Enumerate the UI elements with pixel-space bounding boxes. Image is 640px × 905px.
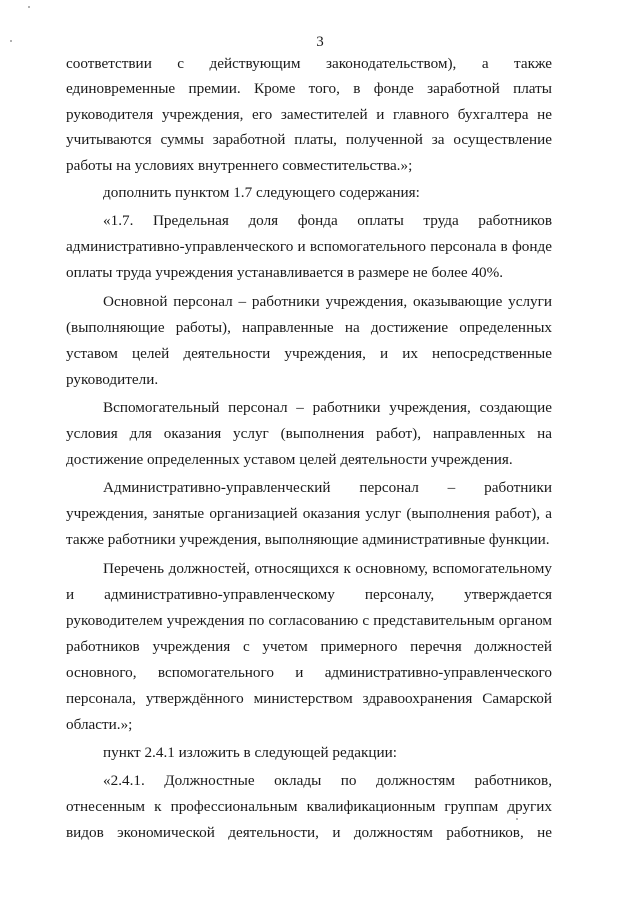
text-line: основного, вспомогательного и административно-управленческого bbox=[66, 664, 552, 681]
text-line: учитываются суммы заработной платы, полученной за осуществление bbox=[66, 131, 552, 148]
text-line: видов экономической деятельности, и должностям работников, не bbox=[66, 824, 552, 841]
text-line: учреждения, занятые организацией оказания услуг (выполнения работ), а bbox=[66, 505, 552, 522]
text-line: области.»; bbox=[66, 716, 133, 733]
text-line: пункт 2.4.1 изложить в следующей редакции: bbox=[103, 744, 397, 761]
text-line: Основной персонал – работники учреждения, оказывающие услуги bbox=[103, 293, 552, 310]
text-line: руководители. bbox=[66, 371, 159, 388]
text-line: работы на условиях внутреннего совместительства.»; bbox=[66, 157, 413, 174]
text-line: уставом целей деятельности учреждения, и их непосредственные bbox=[66, 345, 552, 362]
text-line: работников учреждения с учетом примерного перечня должностей bbox=[66, 638, 552, 655]
text-line: Перечень должностей, относящихся к основному, вспомогательному bbox=[103, 560, 552, 577]
text-line: оплаты труда учреждения устанавливается в размере не более 40%. bbox=[66, 264, 504, 281]
text-line: (выполняющие работы), направленные на достижение определенных bbox=[66, 319, 552, 336]
text-line: отнесенным к профессиональным квалификационным группам других bbox=[66, 798, 552, 815]
text-line: Вспомогательный персонал – работники учреждения, создающие bbox=[103, 399, 552, 416]
text-line: условия для оказания услуг (выполнения работ), направленных на bbox=[66, 425, 552, 442]
text-line: и административно-управленческому персоналу, утверждается bbox=[66, 586, 552, 603]
text-line: руководителем учреждения по согласованию с представительным органом bbox=[66, 612, 552, 629]
scan-speck bbox=[516, 818, 518, 820]
text-line: персонала, утверждённого министерством здравоохранения Самарской bbox=[66, 690, 552, 707]
text-line: Административно-управленческий персонал – работники bbox=[103, 479, 552, 496]
text-line: «1.7. Предельная доля фонда оплаты труда работников bbox=[103, 212, 552, 229]
text-line: единовременные премии. Кроме того, в фонде заработной платы bbox=[66, 80, 552, 97]
text-line: достижение определенных уставом целей деятельности учреждения. bbox=[66, 451, 513, 468]
text-line: также работники учреждения, выполняющие административные функции. bbox=[66, 531, 550, 548]
text-line: руководителя учреждения, его заместителей и главного бухгалтера не bbox=[66, 106, 552, 123]
text-line: дополнить пунктом 1.7 следующего содержания: bbox=[103, 184, 420, 201]
text-line: административно-управленческого и вспомогательного персонала в фонде bbox=[66, 238, 552, 255]
page-number: 3 bbox=[316, 34, 324, 50]
text-line: соответствии с действующим законодательством), а также bbox=[66, 55, 552, 72]
scan-speck bbox=[28, 6, 30, 8]
text-line: «2.4.1. Должностные оклады по должностям работников, bbox=[103, 772, 552, 789]
